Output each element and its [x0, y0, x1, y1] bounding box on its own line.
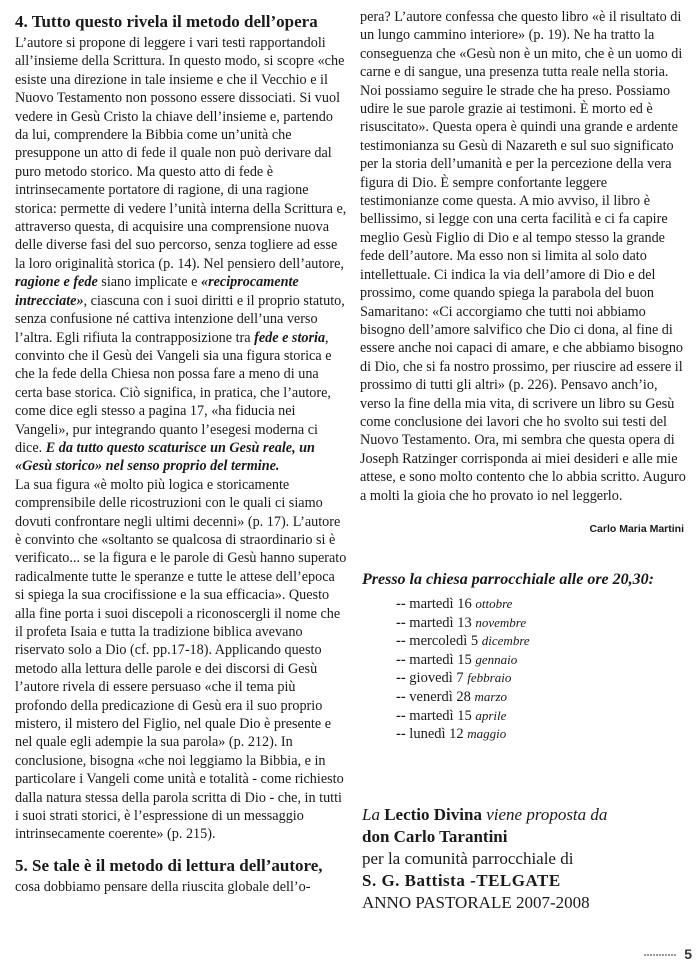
schedule-item [396, 725, 686, 744]
paragraph-continuation: cosa dobbiamo pensare della riuscita globale dell’o- [15, 878, 311, 895]
dash: -- [396, 726, 406, 743]
schedule-month: ottobre [475, 595, 513, 611]
schedule-title: Presso la chiesa parrocchiale alle ore 20,30: [362, 570, 654, 588]
paragraph-text: siano implicate e [101, 274, 198, 291]
schedule-item [396, 595, 686, 614]
schedule-day: giovedì 7 [409, 670, 464, 687]
section-title-5: 5. Se tale è il metodo di lettura dell’autore, [15, 855, 323, 875]
schedule-item [396, 707, 686, 726]
lectio-parish: S. G. Battista -TELGATE [362, 870, 561, 890]
paragraph-text: L’autore si propone di leggere i vari testi rapportandoli all’insieme della Scrittura. In questo modo, si scopre «che esiste una direzione in tale insieme e che il Vecchio e il Nuovo Testamento non possono essere dissociati. Si vuol vedere in Gesù Cristo la chiave dell’insieme e, partendo da lui, comprendere la Bibbia come un’unità che presuppone un atto di fede il quale non può derivare dal puro metodo storico. Ma questo atto di fede è intrinsecamente portatore di ragione, di una ragione storica: permette di vedere l’unità interna della Scrittura e, attraverso questa, di acquisire una comprensione nuova delle diverse fasi del suo percorso, senza togliere ad esse la loro originalità storica (p. 14). Nel pensiero dell’autore, [15, 35, 347, 272]
schedule-month: novembre [475, 614, 527, 630]
schedule-item [396, 614, 686, 633]
schedule-day: martedì 16 [409, 595, 472, 612]
lectio-line-1 [362, 804, 686, 826]
emphasis-fede-storia: fede e storia [254, 329, 326, 346]
schedule-list [396, 595, 686, 744]
lectio-presenter: don Carlo Tarantini [362, 826, 508, 846]
schedule-item [396, 688, 686, 707]
lectio-text: viene proposta da [486, 804, 608, 824]
lectio-year: ANNO PASTORALE 2007-2008 [362, 892, 590, 912]
section-title-4: 4. Tutto questo rivela il metodo dell’opera [15, 12, 318, 31]
emphasis-intrecciate: «reciprocamente intrecciate» [15, 274, 299, 309]
emphasis-gesu-reale: E da tutto questo scaturisce un Gesù reale, un «Gesù storico» nel senso proprio del termine. [15, 439, 315, 475]
schedule-month: dicembre [481, 633, 530, 649]
schedule-day: martedì 13 [409, 614, 472, 631]
dash: -- [396, 633, 406, 650]
lectio-text: La [362, 804, 380, 824]
left-column [15, 8, 347, 896]
paragraph-figure: La sua figura «è molto più logica e storicamente comprensibile delle ricostruzioni con le quali ci siamo dovuti confrontare negli ultimi decenni» (p. 17). L’autore è convinto che «soltanto se qualcosa di straordinario si è verificato... se la figura e le parole di Gesù hanno superato radicalmente tutte le speranze e tutte le attese dell’epoca si spiega la sua crocifissione e la sua efficacia». Questo alla fine porta i suoi discepoli a riconoscergli il nome che il profeta Isaia e tutta la tradizione biblica avevano riservato solo a Dio (cf. pp.17-18). Applicando questo metodo alla lettura delle parole e dei discorsi di Gesù l’autore rivela di essere persuaso «che il tema più profondo della predicazione di Gesù era il suo proprio mistero, il mistero del Figlio, nel quale Dio è presente e nel quale egli adempie la sua parola» (p. 212). In conclusione, bisogna «che noi leggiamo la Bibbia, e in particolare i Vangeli come unità e totalità - come richiesto dalla natura stessa della parola scritta di Dio - che, in tutti i suoi strati storici, è l’espressione di un messaggio intrinsecamente coerente» (p. 215). [15, 476, 347, 843]
schedule-item [396, 651, 686, 670]
schedule-day: venerdì 28 [409, 688, 471, 705]
schedule-item [396, 669, 686, 688]
lectio-divina-notice [362, 804, 686, 914]
lectio-community: per la comunità parrocchiale di [362, 848, 574, 868]
paragraph-method [15, 34, 347, 476]
dash: -- [396, 670, 406, 687]
dash: -- [396, 614, 406, 631]
lectio-divina-label: Lectio Divina [384, 804, 482, 824]
dash: -- [396, 651, 406, 668]
schedule-day: lunedì 12 [409, 726, 464, 743]
schedule-day: martedì 15 [409, 707, 472, 724]
author-signature: Carlo Maria Martini [589, 522, 684, 535]
dash: -- [396, 707, 406, 724]
paragraph-text: , convinto che il Gesù dei Vangeli sia una figura storica e che la fede della Chiesa non possa fare a meno di una certa base storica. Ciò significa, in pratica, che l’autore, come dice egli stesso a pagina 17, «ha fiducia nei Vangeli», pur integrando quanto l’esegesi moderna ci dice. [15, 329, 332, 456]
emphasis-ragione-fede: ragione e fede [15, 274, 98, 291]
schedule-month: aprile [475, 707, 507, 723]
dash: -- [396, 595, 406, 612]
schedule-item [396, 632, 686, 651]
page-number-bar [644, 954, 676, 956]
schedule-day: mercoledì 5 [409, 633, 479, 650]
paragraph-text: , ciascuna con i suoi diritti e il proprio statuto, senza confusione né cattiva intenzione dell’una verso l’altra. Egli rifiuta la contrapposizione tra [15, 292, 345, 346]
schedule-month: gennaio [475, 651, 518, 667]
dash: -- [396, 688, 406, 705]
schedule-month: maggio [467, 726, 507, 742]
schedule-month: febbraio [467, 670, 512, 686]
right-column [360, 8, 686, 914]
schedule-day: martedì 15 [409, 651, 472, 668]
page-number: 5 [684, 946, 692, 962]
schedule-month: marzo [474, 688, 508, 704]
paragraph-testimony: pera? L’autore confessa che questo libro «è il risultato di un lungo cammino interiore» (p. 19). Ne ha tratto la conseguenza che «Gesù non è un mito, che è un uomo di carne e di sangue, una presenza tutta reale nella storia. Noi possiamo seguire le strade che ha preso. Possiamo udire le sue parole grazie ai testimoni. È morto ed è risuscitato». Questa opera è quindi una grande e ardente testimonianza su Gesù di Nazareth e sul suo significato per la storia dell’umanità e per la percezione della vera figura di Dio. È sempre confortante leggere testimonianze come questa. A mio avviso, il libro è bellissimo, si legge con una certa facilità e ci fa capire meglio Gesù Figlio di Dio e al tempo stesso la grande fede dell’autore. Ma esso non si limita al solo dato intellettuale. Ci indica la via dell’amore di Dio e del prossimo, come quando spiega la parabola del buon Samaritano: «Ci accorgiamo che tutti noi abbiamo bisogno dell’amore salvifico che Dio ci dona, al fine di essere anche noi capaci di amare, e che abbiamo bisogno di Dio, che si fa nostro prossimo, per riuscire ad essere il prossimo di tutti gli altri» (p. 226). Pensavo anch’io, verso la fine della mia vita, di scrivere un libro su Gesù come conclusione dei lavori che ho svolto sui testi del Nuovo Testamento. Ora, mi sembra che questa opera di Joseph Ratzinger corrisponda ai miei desideri e alle mie attese, e sono molto contento che lo abbia scritto. Auguro a molti la gioia che ho provato io nel leggerlo. [360, 9, 686, 504]
